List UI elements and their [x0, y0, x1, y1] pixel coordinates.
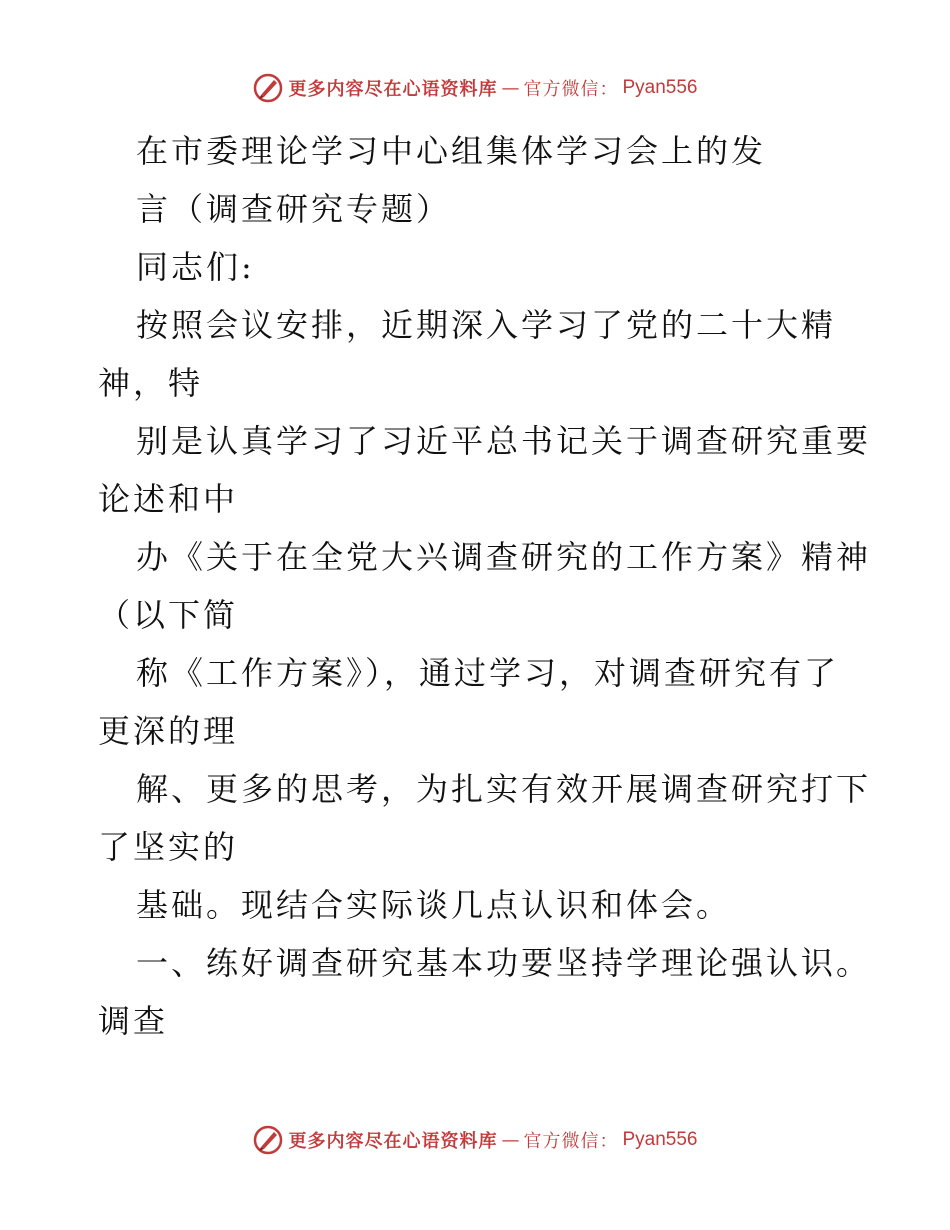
pen-logo-icon [252, 72, 284, 104]
watermark-wechat-id: Pyan556 [622, 1129, 698, 1150]
watermark-dash: — [501, 77, 520, 99]
watermark-wechat-label: 官方微信： [523, 1131, 619, 1152]
paragraph-line: 基础。现结合实际谈几点认识和体会。 [136, 886, 732, 924]
title-line-2: 言（调查研究专题） [136, 190, 452, 228]
paragraph-line: 别是认真学习了习近平总书记关于调查研究重要 [136, 422, 872, 460]
document-body [98, 122, 872, 1050]
title-line-1: 在市委理论学习中心组集体学习会上的发 [136, 132, 767, 170]
section-heading-line: 一、练好调查研究基本功要坚持学理论强认识。 [136, 944, 872, 982]
pen-logo-icon [252, 1124, 284, 1156]
paragraph-line: 按照会议安排，近期深入学习了党的二十大精 [136, 306, 837, 344]
watermark-wechat-label: 官方微信： [523, 79, 619, 100]
paragraph-line: 神，特 [98, 364, 204, 402]
salutation: 同志们: [136, 248, 255, 286]
watermark-dash: — [501, 1129, 520, 1151]
paragraph-line: 更深的理 [98, 712, 239, 750]
watermark-text: 更多内容尽在心语资料库 [288, 79, 498, 100]
paragraph-line: 解、更多的思考，为扎实有效开展调查研究打下 [136, 770, 872, 808]
watermark-wechat-id: Pyan556 [622, 77, 698, 98]
paragraph-line: 办《关于在全党大兴调查研究的工作方案》精神 [136, 538, 872, 576]
watermark-text: 更多内容尽在心语资料库 [288, 1131, 498, 1152]
paragraph-line: 论述和中 [98, 480, 239, 518]
footer-watermark [0, 1124, 950, 1156]
paragraph-line: 称《工作方案》），通过学习，对调查研究有了 [136, 654, 840, 692]
paragraph-line: （以下简 [98, 596, 239, 634]
header-watermark [0, 72, 950, 104]
paragraph-line: 了坚实的 [98, 828, 239, 866]
paragraph-line: 调查 [98, 1002, 169, 1040]
